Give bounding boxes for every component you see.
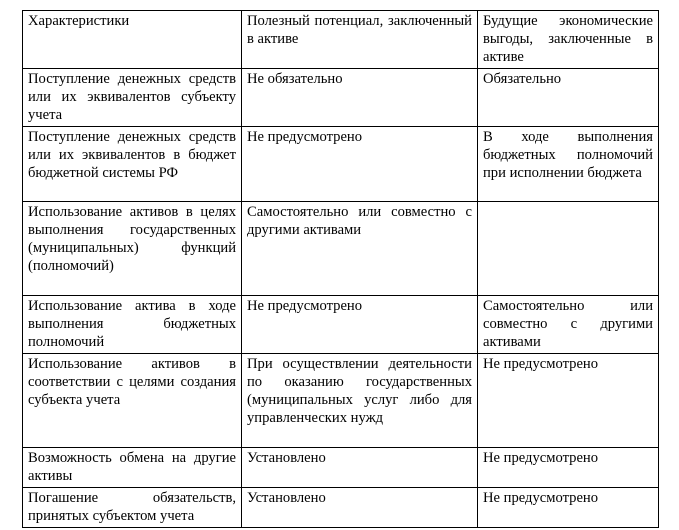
row-useful-potential: Самостоятельно или совместно с другими активами (242, 202, 478, 296)
table-row (23, 127, 659, 202)
row-future-benefits: Самостоятельно или совместно с другими активами (478, 296, 659, 354)
row-future-benefits: Не предусмотрено (478, 354, 659, 448)
row-future-benefits: Не предусмотрено (478, 488, 659, 528)
header-useful-potential: Полезный потенциал, заключенный в активе (242, 11, 478, 69)
header-characteristics: Характеристики (23, 11, 242, 69)
characteristics-table (22, 10, 659, 528)
row-characteristic: Поступление денежных средств или их эквивалентов в бюджет бюджетной системы РФ (23, 127, 242, 202)
row-future-benefits: Обязательно (478, 69, 659, 127)
row-future-benefits (478, 202, 659, 296)
table-header-row (23, 11, 659, 69)
row-characteristic: Использование активов в целях выполнения государственных (муниципальных) функций (полномочий) (23, 202, 242, 296)
row-useful-potential: Не обязательно (242, 69, 478, 127)
table-row (23, 448, 659, 488)
row-characteristic: Использование актива в ходе выполнения бюджетных полномочий (23, 296, 242, 354)
row-characteristic: Погашение обязательств, принятых субъектом учета (23, 488, 242, 528)
row-future-benefits: Не предусмотрено (478, 448, 659, 488)
table-row (23, 488, 659, 528)
row-characteristic: Поступление денежных средств или их эквивалентов субъекту учета (23, 69, 242, 127)
table-row (23, 296, 659, 354)
row-useful-potential: Установлено (242, 488, 478, 528)
table-row (23, 69, 659, 127)
row-useful-potential: Не предусмотрено (242, 296, 478, 354)
row-characteristic: Использование активов в соответствии с целями создания субъекта учета (23, 354, 242, 448)
row-useful-potential: Установлено (242, 448, 478, 488)
row-useful-potential: Не предусмотрено (242, 127, 478, 202)
row-useful-potential: При осуществлении деятельности по оказанию государственных (муниципальных услуг либо для управленческих нужд (242, 354, 478, 448)
row-future-benefits: В ходе выполнения бюджетных полномочий при исполнении бюджета (478, 127, 659, 202)
table-row (23, 202, 659, 296)
row-characteristic: Возможность обмена на другие активы (23, 448, 242, 488)
table-row (23, 354, 659, 448)
header-future-benefits: Будущие экономические выгоды, заключенные в активе (478, 11, 659, 69)
